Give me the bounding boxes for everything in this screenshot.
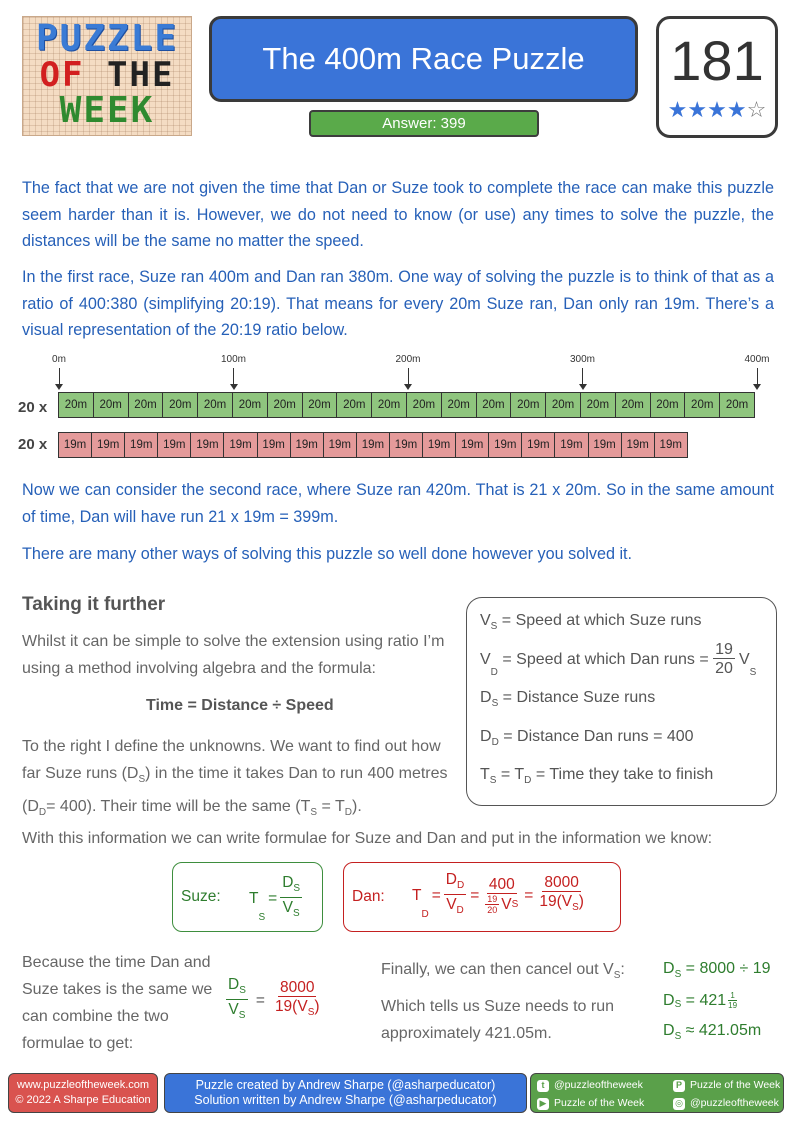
ratio-segment: 20m	[510, 392, 546, 418]
ratio-segment: 20m	[58, 392, 94, 418]
patreon-icon: P	[673, 1080, 685, 1092]
instagram-link[interactable]: ◎ @puzzleoftheweek	[673, 1096, 779, 1111]
ratio-segment: 20m	[580, 392, 616, 418]
further-paragraph-4: Because the time Dan and Suze takes is the same we can combine the two formulae to get:	[22, 954, 213, 1052]
further-paragraph-3: With this information we can write formulae for Suze and Dan and put in the information we know:	[22, 830, 713, 847]
youtube-icon: ▶	[537, 1098, 549, 1110]
ratio-segment: 20m	[545, 392, 581, 418]
tick-label: 100m	[220, 354, 247, 365]
ratio-segment: 20m	[128, 392, 164, 418]
ratio-segment: 19m	[554, 432, 588, 458]
logo-line-2	[23, 57, 191, 93]
def-vs: $V_S$ = Speed at which Suze runs	[480, 612, 702, 633]
ratio-segment: 20m	[302, 392, 338, 418]
ratio-segment: 20m	[197, 392, 233, 418]
tick-arrow-icon	[404, 384, 412, 390]
intro-paragraph-2: In the first race, Suze ran 400m and Dan ran 380m. One way of solving the puzzle is to think of that as a ratio of 400:380 (simplifying 20:19). That means for every 20m Suze ran, Dan only ran 19m. There’s a visual representation of the 20:19 ratio below.	[22, 268, 774, 339]
logo-line-1: PUZZLE	[35, 18, 179, 59]
ratio-segment: 19m	[521, 432, 555, 458]
ratio-segment: 19m	[257, 432, 291, 458]
twitter-link[interactable]: t @puzzleoftheweek	[537, 1078, 643, 1093]
answer-badge: Answer: 399	[309, 110, 539, 137]
logo-line-3: WEEK	[59, 90, 155, 131]
def-ds: $D_S$ = Distance Suze runs	[480, 689, 656, 710]
row-label-19m: 20 x	[18, 436, 48, 453]
logo-of: OF	[39, 55, 85, 95]
star-filled-icon: ★	[707, 97, 727, 122]
ratio-segment: 20m	[615, 392, 651, 418]
copyright-text: © 2022 A Sharpe Education	[15, 1094, 151, 1106]
site-link[interactable]: www.puzzleoftheweek.com	[16, 1079, 150, 1091]
section-heading: Taking it further	[22, 594, 166, 615]
result-line-2: D $_S$ = 421 $\frac{1}{19}$	[663, 991, 738, 1010]
combined-formula: $\frac{D_S}{V_S}$ = $\frac{8000}{19(V_S)}$	[228, 976, 320, 1022]
further-paragraph-2: To the right I define the unknowns. We want to find out how far Suze runs $(D_S)$ in the time it takes Dan to run 400 metres $(D_D= 400)$. Their time will be the same $(T_S = T_D)$.	[22, 738, 448, 819]
footer-credits-box	[164, 1073, 527, 1113]
logo-the: THE	[107, 55, 175, 95]
ratio-segment: 20m	[336, 392, 372, 418]
ratio-segment: 19m	[157, 432, 191, 458]
ratio-segment: 19m	[422, 432, 456, 458]
ratio-segment: 20m	[162, 392, 198, 418]
ratio-segment: 20m	[232, 392, 268, 418]
result-line-3: $D_S \approx 421.05m$	[663, 1022, 762, 1043]
tick-label: 400m	[744, 354, 770, 365]
ratio-segment: 19m	[124, 432, 158, 458]
instagram-icon: ◎	[673, 1098, 685, 1110]
difficulty-rating	[659, 97, 775, 123]
star-filled-icon: ★	[687, 97, 708, 122]
intro-paragraph-1: The fact that we are not given the time that Dan or Suze took to complete the race can make this puzzle seem harder than it is. However, we do not need to know (or use) any times to solve the puzzle, the distances will be the same no matter the speed.	[22, 179, 774, 250]
ratio-segment: 19m	[588, 432, 622, 458]
created-by-text: Puzzle created by Andrew Sharpe (@asharpeducator)	[195, 1078, 496, 1092]
tick-arrow-icon	[55, 384, 63, 390]
tick-label: 200m	[395, 354, 421, 365]
puzzle-of-the-week-logo	[22, 16, 192, 136]
suze-label: Suze:	[181, 888, 221, 905]
star-filled-icon: ★	[726, 97, 747, 122]
ratio-segment: 19m	[621, 432, 655, 458]
further-paragraph-6: Which tells us Suze needs to run approximately 421.05m.	[381, 998, 615, 1042]
tick-arrow-icon	[579, 384, 587, 390]
ratio-segment: 19m	[455, 432, 489, 458]
ratio-segment: 19m	[223, 432, 257, 458]
page-title: The 400m Race Puzzle	[209, 16, 638, 102]
result-line-1: $D_S = 8000 \div 19$	[663, 960, 771, 981]
ratio-segment: 20m	[371, 392, 407, 418]
ratio-segment: 20m	[476, 392, 512, 418]
tick-arrow-icon	[230, 384, 238, 390]
tick-arrow-icon	[753, 384, 761, 390]
puzzle-number: 181	[670, 29, 764, 92]
bar-row-20m	[59, 392, 755, 418]
tick-label: 300m	[569, 354, 596, 365]
patreon-link[interactable]: P Puzzle of the Week	[673, 1078, 780, 1093]
ratio-segment: 20m	[93, 392, 129, 418]
ratio-segment: 19m	[190, 432, 224, 458]
puzzle-number-box	[656, 16, 778, 138]
def-vd: V $_D$ = Speed at which Dan runs = $\frac{19}{20}$ V $_S$	[480, 641, 757, 678]
ratio-segment: 20m	[719, 392, 755, 418]
ratio-segment: 20m	[406, 392, 442, 418]
row-label-20m: 20 x	[18, 399, 48, 416]
ratio-segment: 19m	[290, 432, 324, 458]
youtube-link[interactable]: ▶ Puzzle of the Week	[537, 1096, 644, 1111]
bar-row-19m	[59, 432, 688, 458]
dan-formula: T D = $\frac{D_D}{V_D}$ = 400 $\frac{19}{20}$ V S = $\frac{8000}{19(V_S)}$	[412, 871, 584, 921]
ratio-segment: 19m	[58, 432, 92, 458]
definitions-box	[466, 597, 777, 806]
ratio-segment: 19m	[389, 432, 423, 458]
star-filled-icon: ★	[667, 97, 688, 122]
ratio-segment: 19m	[654, 432, 688, 458]
star-empty-icon: ☆	[746, 97, 767, 122]
intro-paragraph-3: Now we can consider the second race, where Suze ran 420m. That is 21 x 20m. So in the same amount of time, Dan will have run 21 x 19m = 399m.	[22, 481, 774, 526]
ratio-segment: 19m	[488, 432, 522, 458]
suze-formula-box	[172, 862, 323, 932]
ratio-segment: 19m	[323, 432, 357, 458]
solution-by-text: Solution written by Andrew Sharpe (@asharpeducator)	[194, 1093, 497, 1107]
footer-social-box	[530, 1073, 784, 1113]
further-paragraph-1: Whilst it can be simple to solve the extension using ratio I’m using a method involving algebra and the formula:	[22, 633, 445, 677]
def-time: $T_S = T_D$ = Time they take to finish	[480, 766, 714, 787]
formula-text: Time = Distance ÷ Speed	[146, 697, 334, 714]
further-paragraph-5: Finally, we can then cancel out $V_S$:	[381, 961, 625, 982]
ratio-segment: 19m	[91, 432, 125, 458]
def-dd: $D_D$ = Distance Dan runs = 400	[480, 728, 694, 749]
ratio-segment: 20m	[684, 392, 720, 418]
twitter-icon: t	[537, 1080, 549, 1092]
ratio-segment: 20m	[267, 392, 303, 418]
footer-site-box	[8, 1073, 158, 1113]
intro-paragraph-4: There are many other ways of solving this puzzle so well done however you solved it.	[22, 545, 633, 563]
tick-label: 0m	[52, 354, 66, 365]
ratio-diagram	[0, 352, 793, 462]
ratio-segment: 20m	[441, 392, 477, 418]
ratio-segment: 19m	[356, 432, 390, 458]
dan-label: Dan:	[352, 888, 385, 905]
ratio-segment: 20m	[650, 392, 686, 418]
dan-formula-box	[343, 862, 621, 932]
suze-formula: T S = $\frac{D_S}{V_S}$	[249, 874, 301, 924]
